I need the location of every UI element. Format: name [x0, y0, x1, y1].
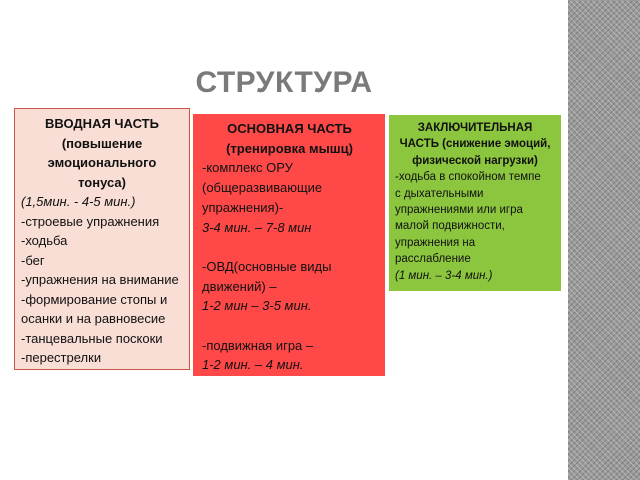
final-item: расслабление [395, 253, 471, 266]
intro-item: -танцевальные поскоки [21, 330, 163, 346]
intro-item: -строевые упражнения [21, 213, 160, 229]
main-game-duration: 1-2 мин. – 4 мин. [202, 357, 304, 373]
main-ovr-line: -комплекс ОРУ [202, 160, 293, 176]
intro-item: -бег [21, 252, 45, 268]
intro-item: -ходьба [21, 233, 68, 248]
main-ovr-duration: 3-4 мин. – 7-8 мин [202, 219, 312, 235]
main-heading-line: ОСНОВНАЯ ЧАСТЬ [227, 121, 352, 136]
intro-item: -формирование стопы и [21, 291, 168, 307]
main-part-box [193, 114, 385, 376]
blank-spacer [202, 237, 377, 257]
slide-title: СТРУКТУРА [195, 66, 373, 99]
intro-heading-line: тонуса) [78, 174, 126, 190]
main-ovr-line: упражнения)- [202, 199, 284, 215]
main-heading-line: (тренировка мышц) [226, 140, 353, 156]
blank-spacer [202, 316, 377, 336]
main-game-line: -подвижная игра – [202, 337, 314, 353]
final-part-box [389, 115, 561, 291]
main-ovd-line: движений) – [202, 278, 277, 294]
intro-part-box [14, 108, 190, 370]
main-ovr-line: (общеразвивающие [202, 180, 323, 196]
final-item: упражнения на [395, 236, 476, 249]
main-ovd-line: -ОВД(основные виды [202, 258, 332, 274]
intro-item: осанки и на равновесие [21, 311, 166, 326]
final-heading-line: ЧАСТЬ (снижение эмоций, [399, 138, 551, 151]
intro-heading-line: ВВОДНАЯ ЧАСТЬ [45, 116, 159, 131]
main-ovd-duration: 1-2 мин – 3-5 мин. [202, 298, 312, 314]
final-item: -ходьба в спокойном темпе [395, 171, 541, 184]
final-item: упражнениями или игра [395, 204, 523, 217]
final-item: с дыхательными [395, 187, 484, 200]
intro-item: -перестрелки [21, 350, 102, 365]
final-duration: (1 мин. – 3-4 мин.) [395, 269, 493, 282]
decorative-hatched-strip [568, 0, 640, 480]
intro-heading-line: эмоционального [47, 155, 157, 170]
intro-heading-line: (повышение [61, 135, 143, 151]
final-heading-line: ЗАКЛЮЧИТЕЛЬНАЯ [417, 122, 533, 134]
intro-duration: (1,5мин. - 4-5 мин.) [21, 194, 136, 209]
final-item: малой подвижности, [395, 220, 505, 233]
intro-item: -упражнения на внимание [21, 272, 179, 287]
final-heading-line: физической нагрузки) [412, 154, 538, 167]
